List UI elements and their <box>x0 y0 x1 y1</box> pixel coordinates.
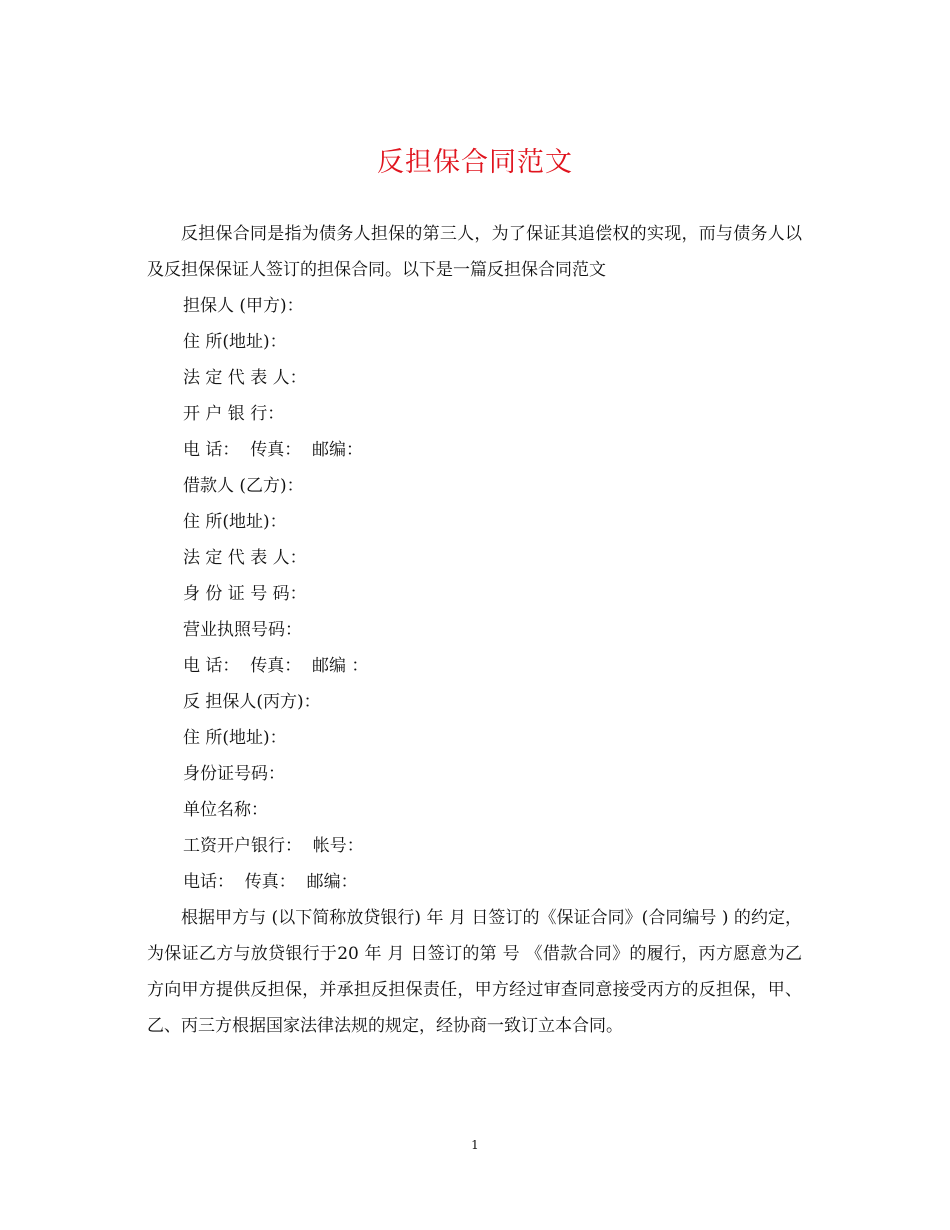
field-employer-name: 单位名称： <box>183 800 268 820</box>
field-id-number: 身份证号码： <box>183 764 285 784</box>
field-borrower-party-b: 借款人 (乙方)： <box>183 476 304 496</box>
field-bank: 开 户 银 行： <box>183 404 285 424</box>
field-legal-representative: 法 定 代 表 人： <box>183 368 307 388</box>
field-address: 住 所(地址)： <box>183 512 287 532</box>
page-number: 1 <box>471 1138 479 1152</box>
field-guarantor-party-a: 担保人 (甲方)： <box>183 296 304 316</box>
field-legal-representative: 法 定 代 表 人： <box>183 548 307 568</box>
field-address: 住 所(地址)： <box>183 332 287 352</box>
document-title: 反担保合同范文 <box>377 147 573 178</box>
document-body <box>147 216 802 1044</box>
field-phone-fax-postcode: 电 话： 传真： 邮编 ： <box>183 656 369 676</box>
party-fields <box>147 288 802 900</box>
field-counter-guarantor-party-c: 反 担保人(丙方)： <box>183 692 321 712</box>
field-address: 住 所(地址)： <box>183 728 287 748</box>
closing-paragraph: 根据甲方与 (以下简称放贷银行) 年 月 日签订的《保证合同》(合同编号 ) 的约定，为保证乙方与放贷银行于20 年 月 日签订的第 号 《借款合同》的履行，丙方愿意为乙方向甲方提供反担保，并承担反担保责任，甲方经过审查同意接受丙方的反担保，甲、乙、丙三方根据国家法律法规的规定，经协商一致订立本合同。 <box>147 908 802 1036</box>
field-business-license: 营业执照号码： <box>183 620 302 640</box>
intro-paragraph: 反担保合同是指为债务人担保的第三人，为了保证其追偿权的实现，而与债务人以及反担保保证人签订的担保合同。以下是一篇反担保合同范文 <box>147 224 802 280</box>
field-phone-fax-postcode: 电话： 传真： 邮编： <box>183 872 358 892</box>
field-phone-fax-postcode: 电 话： 传真： 邮编： <box>183 440 364 460</box>
field-id-number: 身 份 证 号 码： <box>183 584 307 604</box>
field-salary-bank-account: 工资开户银行： 帐号： <box>183 836 364 856</box>
